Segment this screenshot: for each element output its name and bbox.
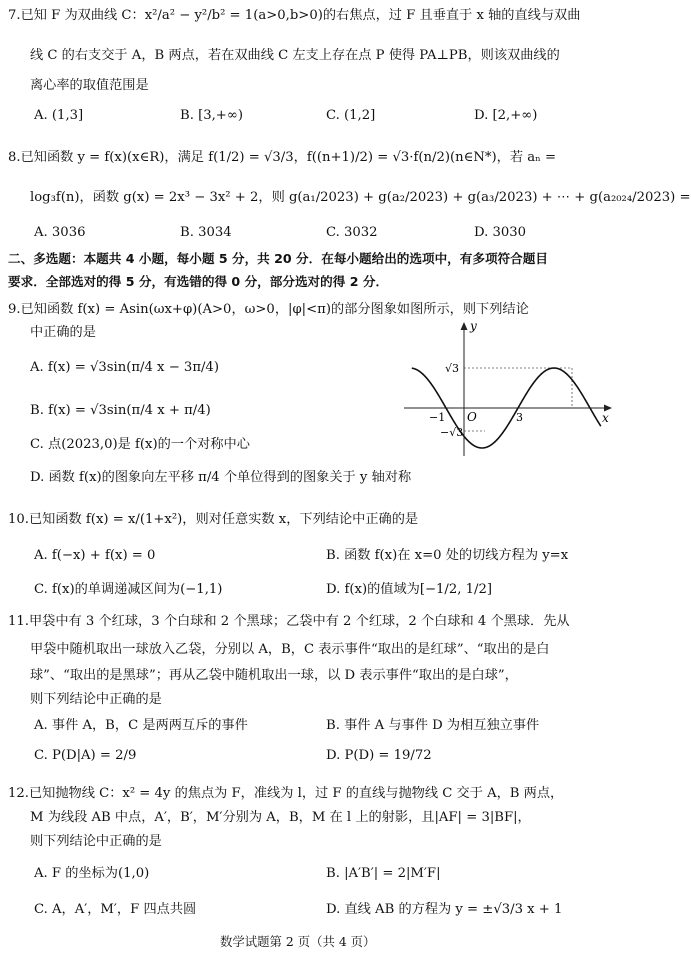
q10-option-b: B. 函数 f(x)在 x=0 处的切线方程为 y=x — [326, 548, 569, 563]
q9-option-b: B. f(x) = √3sin(π/4 x + π/4) — [30, 403, 211, 418]
x-axis-label: x — [602, 411, 609, 425]
q7-option-c: C. (1,2] — [326, 108, 376, 123]
section2-heading-line1: 二、多选题：本题共 4 小题，每小题 5 分，共 20 分．在每小题给出的选项中，有多项符合题目 — [8, 251, 548, 266]
neg-sqrt3-tick-label: −√3 — [440, 426, 464, 439]
q9-option-d: D. 函数 f(x)的图象向左平移 π/4 个单位得到的图象关于 y 轴对称 — [30, 470, 412, 485]
page-footer: 数学试题第 2 页（共 4 页） — [220, 934, 376, 949]
q11-stem-line4: 则下列结论中正确的是 — [30, 692, 162, 707]
q11-option-c: C. P(D|A) = 2/9 — [34, 748, 137, 763]
q12-option-a: A. F 的坐标为(1,0) — [34, 866, 150, 881]
q7-stem-line2: 线 C 的右支交于 A，B 两点，若在双曲线 C 左支上存在点 P 使得 PA⊥PB，则该双曲线的 — [30, 48, 560, 63]
q10-stem: 10.已知函数 f(x) = x/(1+x²)，则对任意实数 x，下列结论中正确的是 — [8, 512, 419, 527]
q11-option-d: D. P(D) = 19/72 — [326, 748, 432, 763]
q9-option-c: C. 点(2023,0)是 f(x)的一个对称中心 — [30, 437, 250, 452]
y-axis-arrow — [461, 322, 468, 330]
q12-stem-line1: 12.已知抛物线 C：x² = 4y 的焦点为 F，准线为 l，过 F 的直线与抛物线 C 交于 A，B 两点， — [8, 786, 564, 801]
q7-stem-line1: 7.已知 F 为双曲线 C：x²/a² − y²/b² = 1(a>0,b>0)的右焦点，过 F 且垂直于 x 轴的直线与双曲 — [8, 8, 581, 23]
q10-option-c: C. f(x)的单调递减区间为(−1,1) — [34, 582, 223, 597]
q8-option-d: D. 3030 — [474, 225, 527, 240]
neg1-tick-label: −1 — [429, 411, 446, 424]
q11-option-a: A. 事件 A，B，C 是两两互斥的事件 — [34, 718, 248, 733]
q9-sine-graph — [400, 318, 614, 458]
q7-option-a: A. (1,3] — [34, 108, 84, 123]
three-tick-label: 3 — [516, 411, 523, 424]
q12-option-b: B. |A′B′| = 2|M′F| — [326, 866, 441, 881]
q11-stem-line1: 11.甲袋中有 3 个红球，3 个白球和 2 个黑球；乙袋中有 2 个红球，2 个白球和 4 个黑球．先从 — [8, 614, 570, 629]
q10-option-a: A. f(−x) + f(x) = 0 — [34, 548, 156, 563]
q11-stem-line3: 球”、“取出的是黑球”；再从乙袋中随机取出一球，以 D 表示事件“取出的是白球”， — [30, 668, 518, 683]
origin-label: O — [467, 410, 477, 424]
q8-stem-line1: 8.已知函数 y = f(x)(x∈R)，满足 f(1/2) = √3/3，f((n+1)/2) = √3·f(n/2)(n∈N*)，若 aₙ = — [8, 150, 557, 165]
q11-stem-line2: 甲袋中随机取出一球放入乙袋，分别以 A，B，C 表示事件“取出的是红球”、“取出的是白 — [30, 642, 550, 657]
q7-stem-line3: 离心率的取值范围是 — [30, 78, 149, 93]
q12-stem-line2: M 为线段 AB 中点，A′，B′，M′分别为 A，B，M 在 l 上的射影，且|AF| = 3|BF|， — [30, 810, 531, 825]
q8-option-c: C. 3032 — [326, 225, 378, 240]
q12-option-c: C. A，A′，M′，F 四点共圆 — [34, 902, 197, 917]
q8-stem-line2: log₃f(n)，函数 g(x) = 2x³ − 3x² + 2，则 g(a₁/2023) + g(a₂/2023) + g(a₃/2023) + ⋯ + g(a₂₀₂₄/2023) = — [30, 190, 691, 205]
q9-stem-line1: 9.已知函数 f(x) = Asin(ωx+φ)(A>0，ω>0，|φ|<π)的部分图象如图所示，则下列结论 — [8, 302, 529, 317]
sqrt3-tick-label: √3 — [445, 362, 460, 375]
q10-option-d: D. f(x)的值域为[−1/2, 1/2] — [326, 582, 493, 597]
q12-option-d: D. 直线 AB 的方程为 y = ±√3/3 x + 1 — [326, 902, 563, 917]
q9-option-a: A. f(x) = √3sin(π/4 x − 3π/4) — [30, 360, 219, 375]
q8-option-a: A. 3036 — [34, 225, 86, 240]
q11-option-b: B. 事件 A 与事件 D 为相互独立事件 — [326, 718, 540, 733]
q7-option-b: B. [3,+∞) — [180, 108, 243, 123]
q7-option-d: D. [2,+∞) — [474, 108, 538, 123]
section2-heading-line2: 要求．全部选对的得 5 分，有选错的得 0 分，部分选对的得 2 分． — [8, 274, 389, 289]
y-axis-label: y — [470, 319, 477, 333]
q8-option-b: B. 3034 — [180, 225, 232, 240]
q9-stem-line2: 中正确的是 — [30, 325, 96, 340]
q12-stem-line3: 则下列结论中正确的是 — [30, 834, 162, 849]
